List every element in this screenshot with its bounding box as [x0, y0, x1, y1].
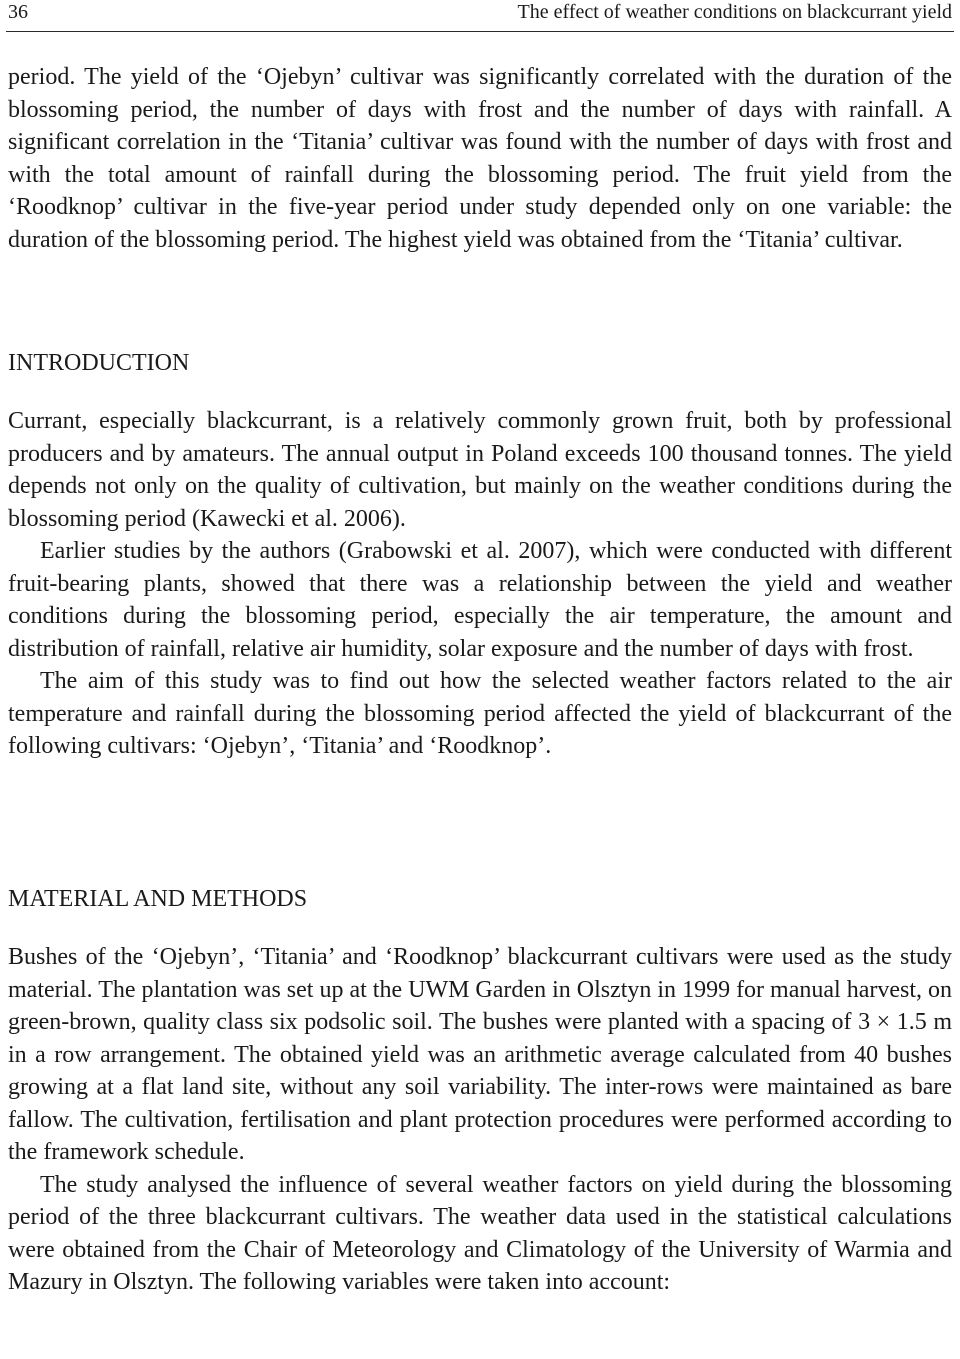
- running-header: [8, 0, 952, 28]
- methods-paragraph-2: The study analysed the influence of several weather factors on yield during the blossoming period of the three blackcurrant cultivars. The weather data used in the statistical calculations were obtained from the Chair of Meteorology and Climatology of the University of Warmia and Mazury in Olsztyn. The following variables were taken into account:: [8, 1171, 952, 1295]
- introduction-paragraph-1: Currant, especially blackcurrant, is a relatively commonly grown fruit, both by professional producers and by amateurs. The annual output in Poland exceeds 100 thousand tonnes. The yield depends not only on the quality of cultivation, but mainly on the weather conditions during the blossoming period (Kawecki et al. 2006).: [8, 408, 952, 532]
- methods-heading: MATERIAL AND METHODS: [8, 886, 308, 912]
- introduction-paragraph-3: The aim of this study was to find out how the selected weather factors related to the air temperature and rainfall during the blossoming period affected the yield of blackcurrant of the following cultivars: ‘Ojebyn’, ‘Titania’ and ‘Roodknop’.: [8, 668, 952, 759]
- page-number: 36: [8, 1, 28, 23]
- methods-paragraph-1: Bushes of the ‘Ojebyn’, ‘Titania’ and ‘Roodknop’ blackcurrant cultivars were used as the study material. The plantation was set up at the UWM Garden in Olsztyn in 1999 for manual harvest, on green-brown, quality class six podsolic soil. The bushes were planted with a spacing of 3 × 1.5 m in a row arrangement. The obtained yield was an arithmetic average calculated from 40 bushes growing at a flat land site, without any soil variability. The inter-rows were maintained as bare fallow. The cultivation, fertilisation and plant protection procedures were performed according to the framework schedule.: [8, 944, 952, 1165]
- introduction-paragraph-2: Earlier studies by the authors (Grabowski et al. 2007), which were conducted with different fruit-bearing plants, showed that there was a relationship between the yield and weather conditions during the blossoming period, especially the air temperature, the amount and distribution of rainfall, relative air humidity, solar exposure and the number of days with frost.: [8, 538, 952, 662]
- running-title: The effect of weather conditions on blackcurrant yield: [517, 1, 952, 23]
- header-rule: [6, 31, 954, 32]
- abstract-continuation: [8, 61, 952, 256]
- introduction-body: [8, 405, 952, 763]
- abstract-paragraph: period. The yield of the ‘Ojebyn’ cultivar was significantly correlated with the duration of the blossoming period, the number of days with frost and the number of days with rainfall. A significant correlation in the ‘Titania’ cultivar was found with the number of days with frost and with the total amount of rainfall during the blossoming period. The fruit yield from the ‘Roodknop’ cultivar in the five-year period under study depended only on one variable: the duration of the blossoming period. The highest yield was obtained from the ‘Titania’ cultivar.: [8, 64, 952, 253]
- methods-body: [8, 941, 952, 1299]
- introduction-heading: INTRODUCTION: [8, 350, 190, 376]
